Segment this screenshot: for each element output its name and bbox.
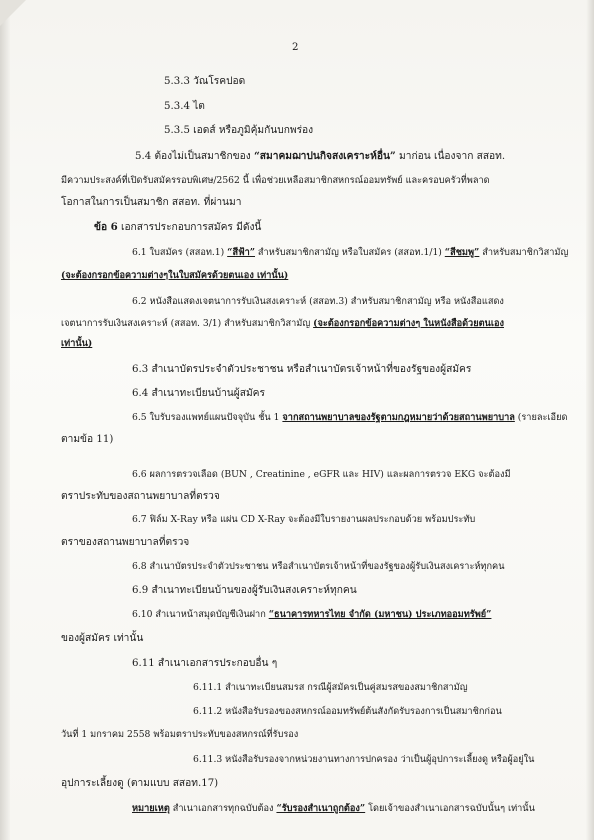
page-edge-shadow-left: [0, 0, 10, 840]
line-text: 5.4 ต้องไม่เป็นสมาชิกของ: [135, 151, 254, 162]
emphasis-text: หมายเหตุ: [132, 803, 170, 814]
page-edge-shadow-right: [586, 0, 594, 840]
text-line: [61, 632, 143, 645]
text-line: [132, 468, 511, 481]
line-text: ตราประทับของสถานพยาบาลที่ตรวจ: [61, 491, 220, 502]
text-line: [132, 657, 277, 670]
line-text: 5.3.5 เอดส์ หรือภูมิคุ้มกันบกพร่อง: [164, 125, 314, 136]
line-text: มีความประสงค์ที่เปิดรับสมัครรอบพิเศษ/2562 นี้ เพื่อช่วยเหลือสมาชิกสหกรณ์ออมทรัพย์ และครอบครัวที่พลาด: [61, 175, 490, 186]
emphasis-text: “ธนาคารทหารไทย จำกัด (มหาชน) ประเภทออมทรัพย์”: [268, 609, 492, 620]
text-line: [164, 100, 205, 113]
line-text: ตราของสถานพยาบาลที่ตรวจ: [61, 537, 190, 548]
emphasis-text: (จะต้องกรอกข้อความต่างๆ ในหนังสือด้วยตนเอง: [313, 318, 504, 329]
emphasis-text: ข้อ 6: [94, 221, 118, 233]
line-text: 6.10 สำเนาหน้าสมุดบัญชีเงินฝาก: [132, 609, 269, 620]
emphasis-text: “สีชมพู”: [444, 247, 480, 258]
text-line: [61, 433, 113, 446]
text-line: [61, 269, 288, 282]
emphasis-text: “สีฟ้า”: [227, 247, 256, 258]
text-line: [61, 196, 241, 209]
text-line: [193, 681, 468, 694]
emphasis-text: “รับรองสำเนาถูกต้อง”: [276, 803, 366, 814]
emphasis-text: “สมาคมฌาปนกิจสงเคราะห์อื่น”: [253, 150, 396, 162]
text-line: [132, 363, 471, 376]
line-text: มาก่อน เนื่องจาก สสอท.: [395, 151, 506, 162]
line-text: 6.2 หนังสือแสดงเจตนาการรับเงินสงเคราะห์ (สสอท.3) สำหรับสมาชิกสามัญ หรือ หนังสือแสดง: [132, 296, 504, 307]
folded-corner: [0, 0, 26, 26]
line-text: 6.11.3 หนังสือรับรองจากหน่วยงานทางการปกครอง ว่าเป็นผู้อุปการะเลี้ยงดู หรือผู้อยู่ใน: [193, 754, 535, 765]
line-text: 6.6 ผลการตรวจเลือด (BUN , Creatinine , eGFR และ HIV) และผลการตรวจ EKG จะต้องมี: [132, 469, 511, 480]
section-heading: [94, 221, 261, 234]
text-line: [164, 124, 313, 137]
line-text: 6.5 ใบรับรองแพทย์แผนปัจจุบัน ชั้น 1: [132, 412, 283, 423]
line-text: 6.11.2 หนังสือรับรองของสหกรณ์ออมทรัพย์ต้นสังกัดรับรองการเป็นสมาชิกก่อน: [193, 706, 502, 717]
line-text: เอกสารประกอบการสมัคร มีดังนี้: [117, 222, 262, 233]
line-text: 6.7 ฟิล์ม X-Ray หรือ แผ่น CD X-Ray จะต้องมีใบรายงานผลประกอบด้วย พร้อมประทับ: [132, 514, 476, 525]
text-line: [193, 753, 534, 766]
line-text: 5.3.4 ไต: [164, 101, 205, 112]
line-text: เจตนาการรับเงินสงเคราะห์ (สสอท. 3/1) สำหรับสมาชิกวิสามัญ: [61, 318, 314, 329]
text-line: [61, 174, 490, 187]
text-line: [132, 411, 567, 424]
text-line: [132, 560, 504, 573]
text-line: [132, 584, 357, 597]
line-text: วันที่ 1 มกราคม 2558 พร้อมตราประทับของสหกรณ์ที่รับรอง: [61, 729, 299, 740]
text-line: [61, 728, 298, 741]
text-line: [132, 513, 475, 526]
line-text: อุปการะเลี้ยงดู (ตามแบบ สสอท.17): [61, 778, 219, 789]
text-line: [61, 536, 189, 549]
line-text: 6.8 สำเนาบัตรประจำตัวประชาชน หรือสำเนาบัตรเจ้าหน้าที่ของรัฐของผู้รับเงินสงเคราะห์ทุกคน: [132, 561, 505, 572]
emphasis-text: จากสถานพยาบาลของรัฐตามกฎหมายว่าด้วยสถานพยาบาล: [282, 412, 515, 423]
text-line: [132, 246, 568, 259]
text-line: [164, 75, 245, 88]
line-text: 6.11.1 สำเนาทะเบียนสมรส กรณีผู้สมัครเป็นคู่สมรสของสมาชิกสามัญ: [193, 682, 468, 693]
text-line: [132, 295, 504, 308]
note-line: [132, 802, 535, 815]
text-line: [132, 387, 265, 400]
line-text: ตามข้อ 11): [61, 434, 114, 445]
line-text: 6.1 ใบสมัคร (สสอท.1): [132, 247, 228, 258]
text-line: [193, 705, 502, 718]
emphasis-text: (จะต้องกรอกข้อความต่างๆในใบสมัครด้วยตนเอง เท่านั้น): [61, 270, 289, 281]
line-text: (รายละเอียด: [514, 412, 568, 423]
line-text: สำหรับสมาชิกสามัญ หรือใบสมัคร (สสอท.1/1): [255, 247, 445, 258]
line-text: สำหรับสมาชิกวิสามัญ: [479, 247, 569, 258]
page-number: 2: [292, 42, 299, 53]
text-line: [135, 150, 505, 163]
text-line: [132, 608, 491, 621]
line-text: 6.4 สำเนาทะเบียนบ้านผู้สมัคร: [132, 388, 265, 399]
line-text: ของผู้สมัคร เท่านั้น: [61, 633, 144, 644]
text-line: [61, 777, 218, 790]
text-line: [61, 337, 92, 350]
line-text: 6.3 สำเนาบัตรประจำตัวประชาชน หรือสำเนาบัตรเจ้าหน้าที่ของรัฐของผู้สมัคร: [132, 364, 472, 375]
line-text: 6.11 สำเนาเอกสารประกอบอื่น ๆ: [132, 658, 278, 669]
line-text: สำเนาเอกสารทุกฉบับต้อง: [169, 803, 277, 814]
line-text: โดยเจ้าของสำเนาเอกสารฉบับนั้นๆ เท่านั้น: [365, 803, 535, 814]
line-text: 5.3.3 วัณโรคปอด: [164, 76, 246, 87]
text-line: [61, 490, 220, 503]
text-line: [61, 317, 504, 330]
line-text: 6.9 สำเนาทะเบียนบ้านของผู้รับเงินสงเคราะห์ทุกคน: [132, 585, 357, 596]
emphasis-text: เท่านั้น): [61, 338, 93, 349]
line-text: โอกาสในการเป็นสมาชิก สสอท. ที่ผ่านมา: [61, 197, 242, 208]
